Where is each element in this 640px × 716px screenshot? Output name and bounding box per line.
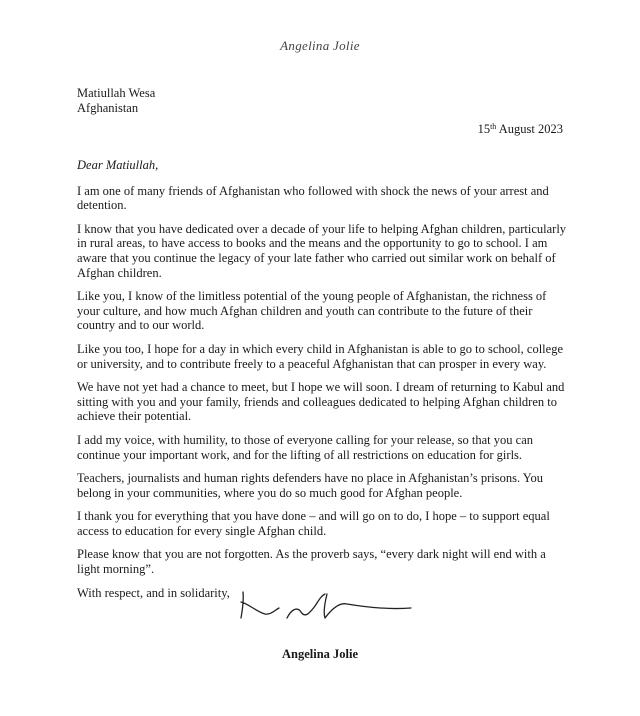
salutation: Dear Matiullah,	[77, 158, 159, 172]
recipient-location: Afghanistan	[77, 101, 139, 115]
recipient-name: Matiullah Wesa	[77, 86, 156, 100]
paragraph: I thank you for everything that you have done – and will go on to do, I hope – to support equal access to education for every single Afghan child.	[77, 509, 550, 538]
paragraph: Please know that you are not forgotten. As the proverb says, “every dark night will end with a light morning”.	[77, 547, 546, 577]
handwritten-signature	[235, 588, 415, 628]
date-rest: August 2023	[496, 122, 563, 136]
paragraph: I am one of many friends of Afghanistan who followed with shock the news of your arrest and detention.	[77, 183, 549, 213]
paragraph: Like you too, I hope for a day in which every child in Afghanistan is able to go to school, college or university, and to contribute freely to a peaceful Afghanistan that can prosper in every way.	[77, 341, 563, 371]
paragraph: I know that you have dedicated over a decade of your life to helping Afghan children, particularly in rural areas, to have access to books and the means and the opportunity to go to school. I am aware that you continue the legacy of your late father who carried out similar work on behalf of Afghan children.	[77, 221, 567, 280]
letterhead: Angelina Jolie	[280, 38, 360, 53]
date-day: 15	[477, 122, 491, 136]
date-suffix: th	[490, 122, 497, 131]
paragraph: We have not yet had a chance to meet, but I hope we will soon. I dream of returning to Kabul and sitting with you and your family, friends and colleagues dedicated to helping Afghan children to achieve their potential.	[77, 380, 565, 424]
signer-name: Angelina Jolie	[281, 647, 359, 661]
paragraph: I add my voice, with humility, to those of everyone calling for your release, so that you can continue your important work, and for the lifting of all restrictions on education for girls.	[77, 432, 534, 462]
closing: With respect, and in solidarity,	[77, 585, 230, 600]
paragraph: Like you, I know of the limitless potential of the young people of Afghanistan, the richness of your culture, and how much Afghan children and youth can contribute to the future of their country and to our world.	[77, 289, 547, 333]
letter-date	[478, 122, 563, 137]
letter-body	[77, 158, 567, 609]
recipient-block	[77, 86, 155, 116]
paragraph: Teachers, journalists and human rights defenders have no place in Afghanistan’s prisons. You belong in your communities, where you do so much good for Afghan people.	[77, 471, 544, 500]
